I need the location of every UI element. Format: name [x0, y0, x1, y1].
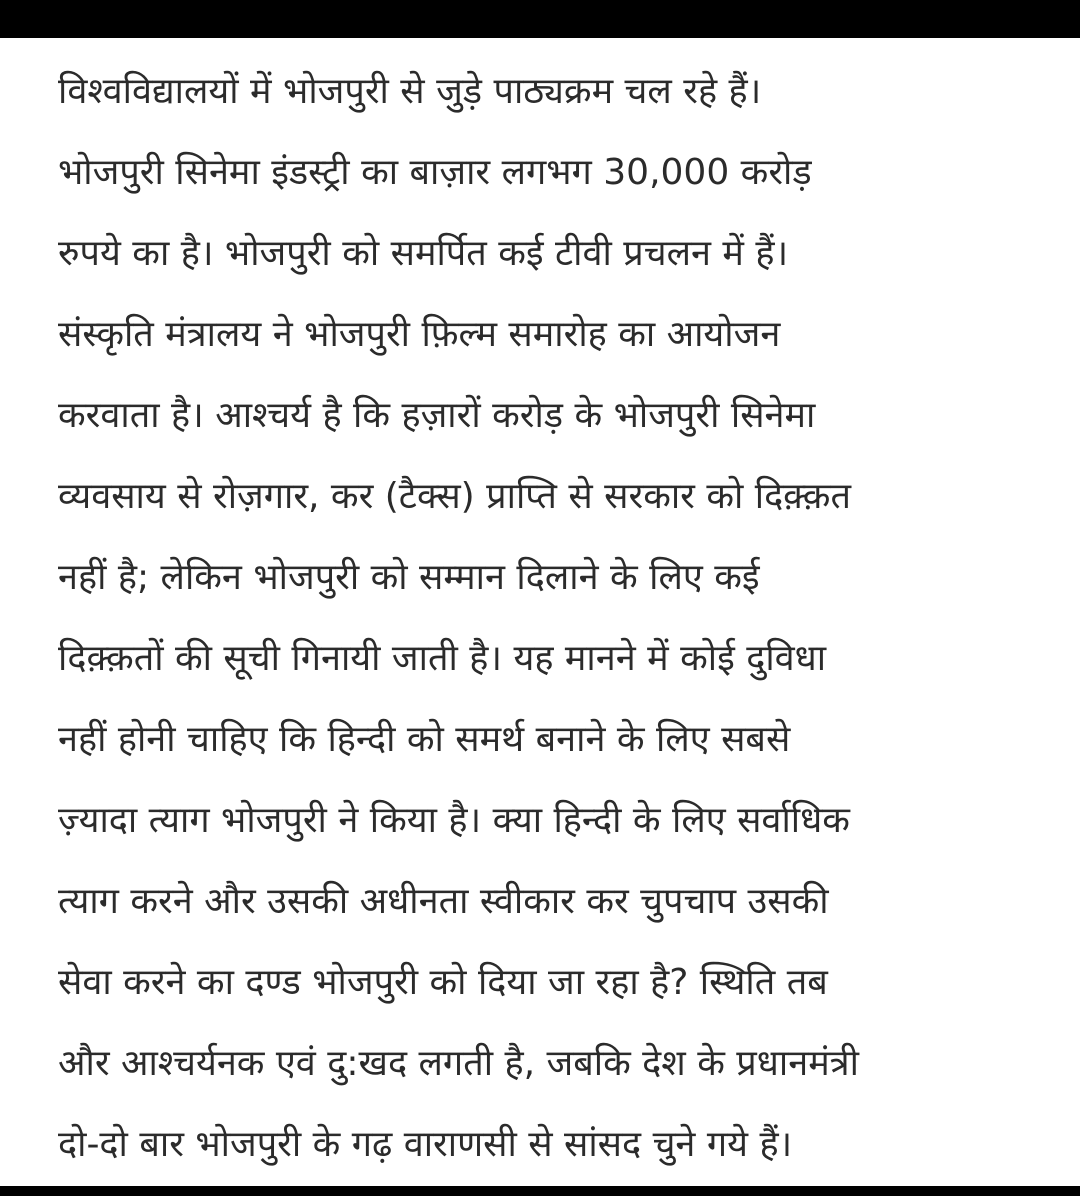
text-line-11: त्याग करने और उसकी अधीनता स्वीकार कर चुपचाप उसकी: [58, 881, 829, 922]
text-line-13: और आश्चर्यनक एवं दु:खद लगती है, जबकि देश के प्रधानमंत्री: [58, 1043, 859, 1084]
text-line-9: नहीं होनी चाहिए कि हिन्दी को समर्थ बनाने के लिए सबसे: [58, 719, 791, 760]
text-line-8: दिक़्क़तों की सूची गिनायी जाती है। यह मानने में कोई दुविधा: [58, 638, 827, 679]
text-line-14: दो-दो बार भोजपुरी के गढ़ वाराणसी से सांसद चुने गये हैं।: [58, 1124, 793, 1165]
text-line-6: व्यवसाय से रोज़गार, कर (टैक्स) प्राप्ति से सरकार को दिक़्क़त: [58, 476, 851, 517]
text-line-5: करवाता है। आश्चर्य है कि हज़ारों करोड़ के भोजपुरी सिनेमा: [58, 395, 816, 436]
text-line-3: रुपये का है। भोजपुरी को समर्पित कई टीवी प्रचलन में हैं।: [58, 233, 789, 274]
text-line-10: ज़्यादा त्याग भोजपुरी ने किया है। क्या हिन्दी के लिए सर्वाधिक: [58, 800, 850, 841]
text-line-7: नहीं है; लेकिन भोजपुरी को सम्मान दिलाने के लिए कई: [58, 557, 760, 598]
text-line-1: विश्वविद्यालयों में भोजपुरी से जुड़े पाठ्यक्रम चल रहे हैं।: [58, 71, 762, 112]
text-line-4: संस्कृति मंत्रालय ने भोजपुरी फ़िल्म समारोह का आयोजन: [58, 314, 781, 355]
bottom-black-bar: [0, 1186, 1080, 1196]
text-line-12: सेवा करने का दण्ड भोजपुरी को दिया जा रहा है? स्थिति तब: [58, 962, 828, 1003]
top-black-bar: [0, 0, 1080, 38]
document-page: [0, 38, 1080, 1186]
text-line-2: भोजपुरी सिनेमा इंडस्ट्री का बाज़ार लगभग 30,000 करोड़: [58, 152, 812, 193]
